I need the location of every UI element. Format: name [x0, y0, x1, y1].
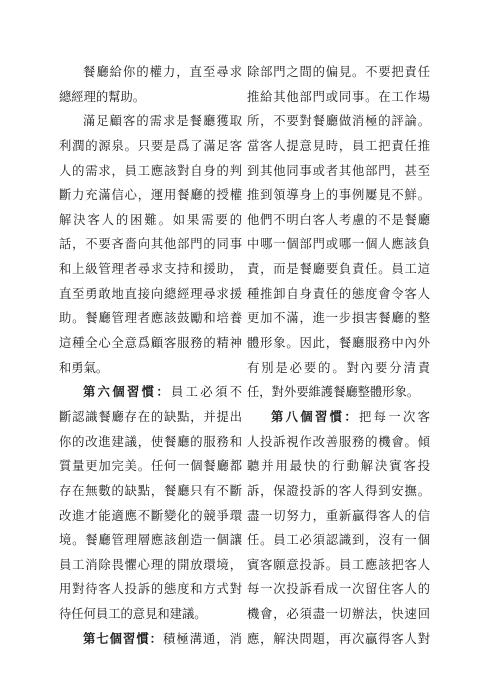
line-text: 訴，保證投訴的客人得到安撫。 — [247, 483, 430, 498]
text-line — [59, 60, 242, 85]
text-line — [59, 109, 242, 134]
text-line — [247, 504, 430, 529]
line-text: 當客人提意見時，員工把責任推 — [247, 138, 430, 153]
text-line — [247, 85, 430, 110]
line-text: 體形象。因此，餐廳服務中內外 — [247, 336, 430, 351]
line-text: 機會，必須盡一切辦法，快速回 — [247, 607, 430, 622]
text-line — [247, 553, 430, 578]
text-line — [247, 479, 430, 504]
text-line — [59, 528, 242, 553]
text-line — [59, 232, 242, 257]
text-line — [59, 454, 242, 479]
text-line — [247, 380, 430, 405]
text-line — [59, 380, 242, 405]
text-line — [247, 356, 430, 381]
left-text-column — [59, 60, 242, 651]
line-text: 每一次投訴看成一次留住客人的 — [247, 582, 430, 597]
text-line — [59, 430, 242, 455]
line-text: 賓客願意投訴。員工應該把客人 — [247, 557, 430, 572]
line-text: 中哪一個部門或哪一個人應該負 — [247, 237, 430, 252]
text-line — [247, 602, 430, 627]
habit-heading: 第七個習慣： — [83, 631, 164, 646]
text-line — [247, 405, 430, 430]
text-line — [59, 282, 242, 307]
text-line — [59, 183, 242, 208]
line-text: 盡一切努力，重新贏得客人的信 — [247, 508, 430, 523]
text-line — [247, 282, 430, 307]
line-text: 這種全心全意爲顧客服務的精神 — [59, 336, 242, 351]
line-text: 解決客人的困難。如果需要的 — [59, 212, 242, 227]
text-line — [59, 577, 242, 602]
line-text: 除部門之間的偏見。不要把責任 — [247, 65, 430, 79]
text-line — [59, 159, 242, 184]
text-line — [247, 528, 430, 553]
text-line — [59, 257, 242, 282]
text-line — [247, 577, 430, 602]
text-line — [59, 134, 242, 159]
text-line — [59, 356, 242, 381]
line-text: 人投訴視作改善服務的機會。傾 — [247, 434, 430, 449]
line-text: 積極溝通，消 — [163, 631, 242, 646]
line-text: 推到領導身上的事例屢見不鮮。 — [247, 188, 430, 203]
text-line — [59, 85, 242, 110]
text-line — [59, 208, 242, 233]
text-line — [247, 454, 430, 479]
right-text-column — [247, 60, 430, 651]
text-line — [247, 208, 430, 233]
text-line — [247, 331, 430, 356]
line-text: 滿足顧客的需求是餐廳獲取 — [83, 114, 242, 129]
line-text: 應，解決問題，再次贏得客人對 — [247, 631, 430, 646]
line-text: 他們不明白客人考慮的不是餐廳 — [247, 212, 430, 227]
text-line — [247, 109, 430, 134]
text-line — [247, 430, 430, 455]
habit-heading: 第八個習慣： — [271, 409, 360, 424]
line-text: 話，不要吝嗇向其他部門的同事 — [59, 237, 242, 252]
text-line — [247, 159, 430, 184]
line-text: 斷認識餐廳存在的缺點，并提出 — [59, 409, 242, 424]
line-text: 改進才能適應不斷變化的競爭環 — [59, 508, 242, 523]
line-text: 質量更加完美。任何一個餐廳都 — [59, 459, 242, 474]
text-line — [247, 134, 430, 159]
line-text: 直至勇敢地直接向總經理尋求援 — [59, 286, 242, 301]
line-text: 把每一次客 — [359, 409, 430, 424]
text-line — [59, 405, 242, 430]
line-text: 利潤的源泉。只要是爲了滿足客 — [59, 138, 242, 153]
line-text: 更加不滿，進一步損害餐廳的整 — [247, 311, 430, 326]
line-text: 存在無數的缺點，餐廳只有不斷 — [59, 483, 242, 498]
line-text: 員工消除畏懼心理的開放環境， — [59, 557, 242, 572]
line-text: 任，對外要維護餐廳整體形象。 — [247, 385, 420, 400]
text-line — [247, 257, 430, 282]
line-text: 斷力充滿信心，運用餐廳的授權 — [59, 188, 242, 203]
text-line — [247, 232, 430, 257]
text-line — [247, 60, 430, 85]
text-line — [59, 306, 242, 331]
text-line — [59, 553, 242, 578]
line-text: 有別是必要的。對內要分清責 — [247, 360, 430, 375]
line-text: 種推卸自身責任的態度會令客人 — [247, 286, 430, 301]
text-line — [247, 183, 430, 208]
text-line — [247, 306, 430, 331]
line-text: 到其他同事或者其他部門，甚至 — [247, 163, 430, 178]
text-line — [59, 504, 242, 529]
line-text: 你的改進建議，使餐廳的服務和 — [59, 434, 242, 449]
line-text: 和勇氣。 — [59, 360, 109, 375]
line-text: 責，而是餐廳要負責任。員工這 — [247, 262, 430, 277]
line-text: 助。餐廳管理者應該鼓勵和培養 — [59, 311, 242, 326]
text-line — [247, 627, 430, 652]
line-text: 員工必須不 — [171, 385, 242, 400]
text-line — [59, 627, 242, 652]
text-line — [59, 602, 242, 627]
line-text: 所，不要對餐廳做消極的評論。 — [247, 114, 430, 129]
line-text: 和上級管理者尋求支持和援助， — [59, 262, 242, 277]
text-line — [59, 479, 242, 504]
line-text: 待任何員工的意見和建議。 — [59, 607, 207, 622]
line-text: 總經理的幫助。 — [59, 89, 146, 104]
habit-heading: 第六個習慣： — [83, 385, 172, 400]
line-text: 任。員工必須認識到，沒有一個 — [247, 533, 430, 548]
text-line — [59, 331, 242, 356]
line-text: 餐廳給你的權力，直至尋求 — [83, 65, 242, 79]
line-text: 境。餐廳管理層應該創造一個讓 — [59, 533, 242, 548]
line-text: 人的需求，員工應該對自身的判 — [59, 163, 242, 178]
line-text: 聽并用最快的行動解決賓客投 — [247, 459, 430, 474]
line-text: 用對待客人投訴的態度和方式對 — [59, 582, 242, 597]
line-text: 推給其他部門或同事。在工作場 — [247, 89, 430, 104]
